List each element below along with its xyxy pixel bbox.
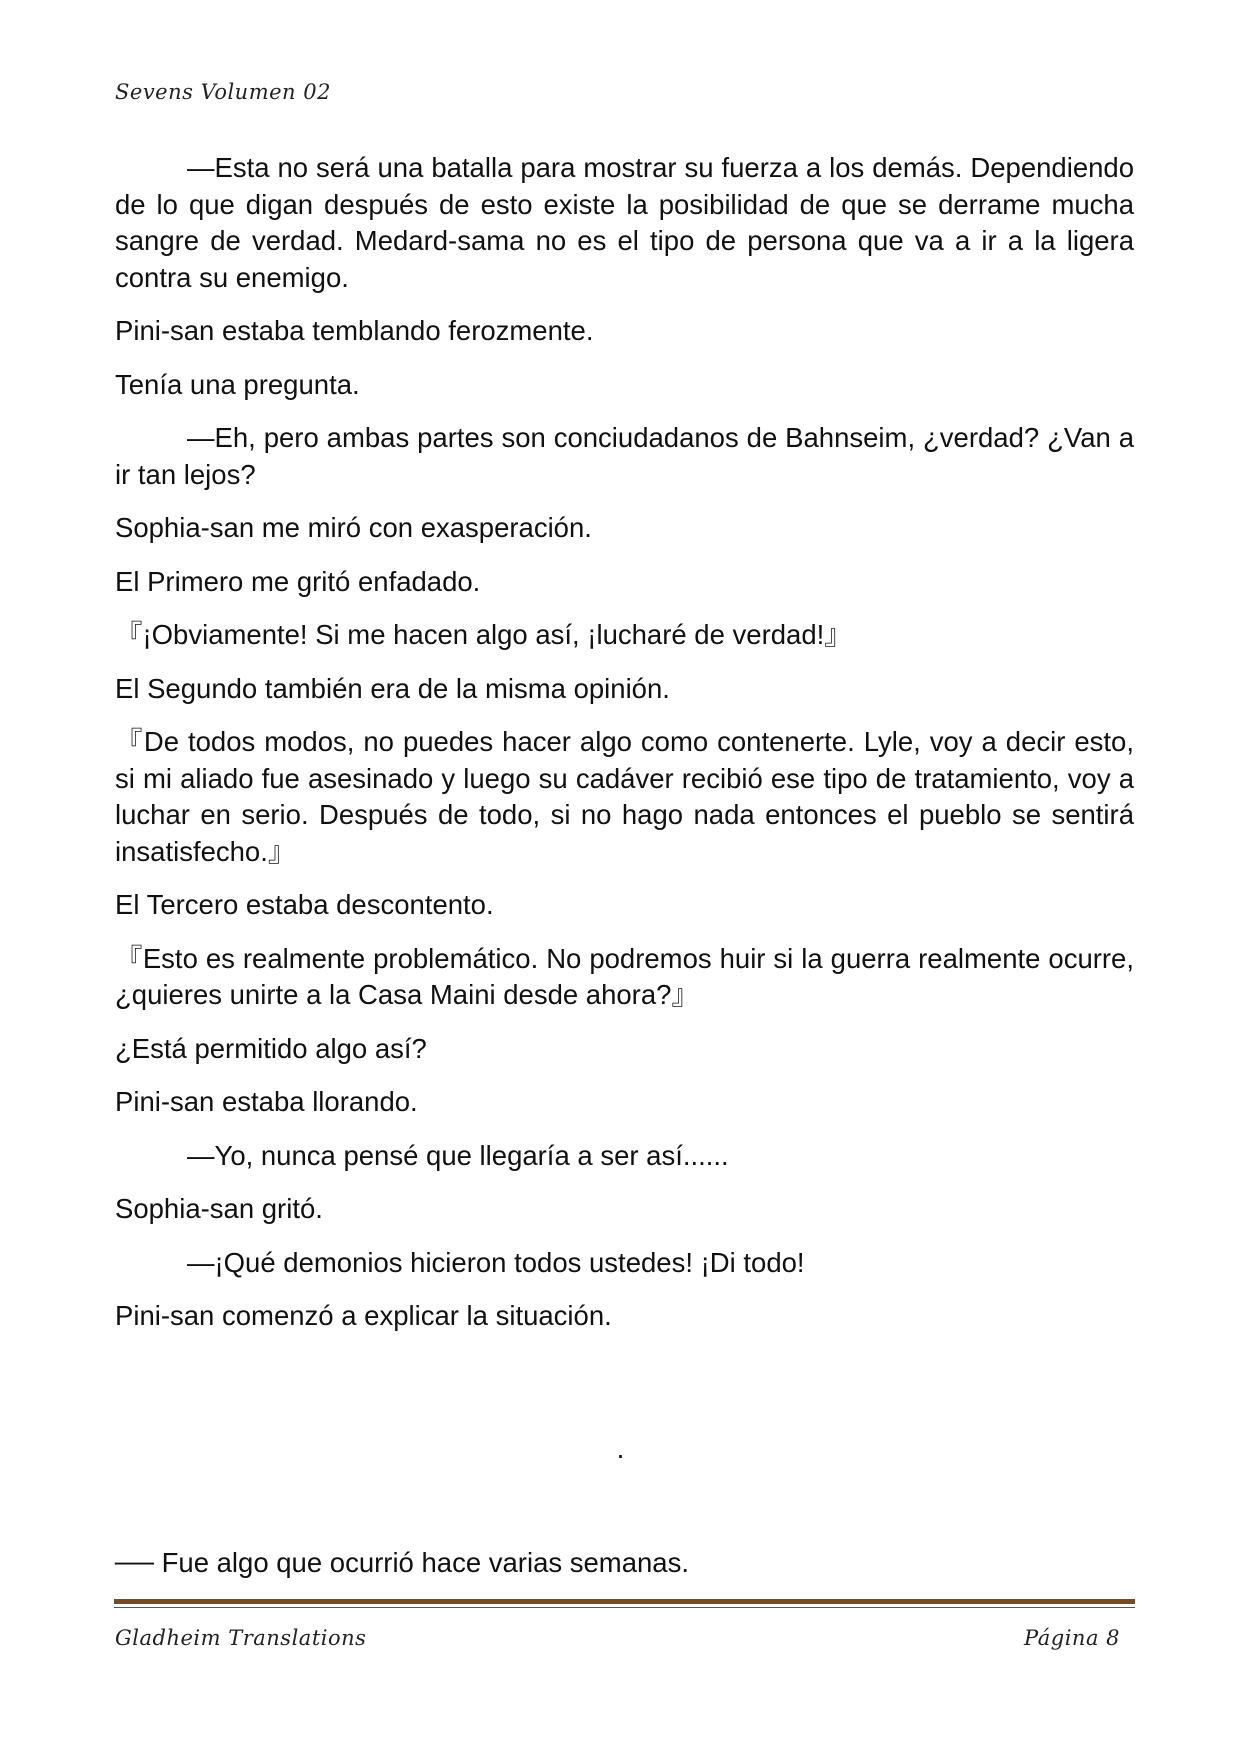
paragraph: Pini-san estaba llorando. — [115, 1086, 418, 1117]
paragraph-quote: 『¡Obviamente! Si me hacen algo así, ¡lucharé de verdad!』 — [115, 619, 852, 650]
paragraph: El Tercero estaba descontento. — [115, 889, 494, 920]
paragraph-dialogue: —Esta no será una batalla para mostrar su fuerza a los demás. Dependiendo de lo que digan después de esto existe la posibilidad de que se derrame mucha sangre de verdad. Medard-sama no es el tipo de persona que va a ir a la ligera contra su enemigo. — [115, 152, 1134, 293]
running-header: Sevens Volumen 02 — [115, 80, 331, 104]
closing-line: ── Fue algo que ocurrió hace varias semanas. — [115, 1547, 689, 1578]
footer-rule — [114, 1599, 1135, 1604]
paragraph: Pini-san estaba temblando ferozmente. — [115, 315, 594, 346]
paragraph-quote: 『De todos modos, no puedes hacer algo como contenerte. Lyle, voy a decir esto, si mi aliado fue asesinado y luego su cadáver recibió ese tipo de tratamiento, voy a luchar en serio. Después de todo, si no hago nada entonces el pueblo se sentirá insatisfecho.』 — [115, 726, 1134, 867]
footer-page-number: Página 8 — [1024, 1626, 1120, 1650]
footer-publisher: Gladheim Translations — [115, 1626, 367, 1650]
footer-rule-thin — [114, 1607, 1135, 1608]
paragraph: Sophia-san gritó. — [115, 1193, 323, 1224]
paragraph: Tenía una pregunta. — [115, 368, 360, 400]
paragraph: ¿Está permitido algo así? — [115, 1032, 427, 1064]
paragraph-dialogue: —Yo, nunca pensé que llegaría a ser así...... — [187, 1139, 729, 1171]
paragraph: Pini-san comenzó a explicar la situación. — [115, 1300, 612, 1331]
paragraph: Sophia-san me miró con exasperación. — [115, 512, 592, 543]
paragraph: El Segundo también era de la misma opinión. — [115, 672, 670, 704]
scene-break: . — [616, 1433, 625, 1464]
paragraph-dialogue: —¡Qué demonios hicieron todos ustedes! ¡Di todo! — [187, 1246, 805, 1278]
page-body — [115, 150, 1134, 1352]
paragraph-dialogue: —Eh, pero ambas partes son conciudadanos de Bahnseim, ¿verdad? ¿Van a ir tan lejos? — [115, 422, 1134, 490]
paragraph-quote: 『Esto es realmente problemático. No podremos huir si la guerra realmente ocurre, ¿quieres unirte a la Casa Maini desde ahora?』 — [115, 942, 1134, 1010]
paragraph: El Primero me gritó enfadado. — [115, 565, 481, 597]
